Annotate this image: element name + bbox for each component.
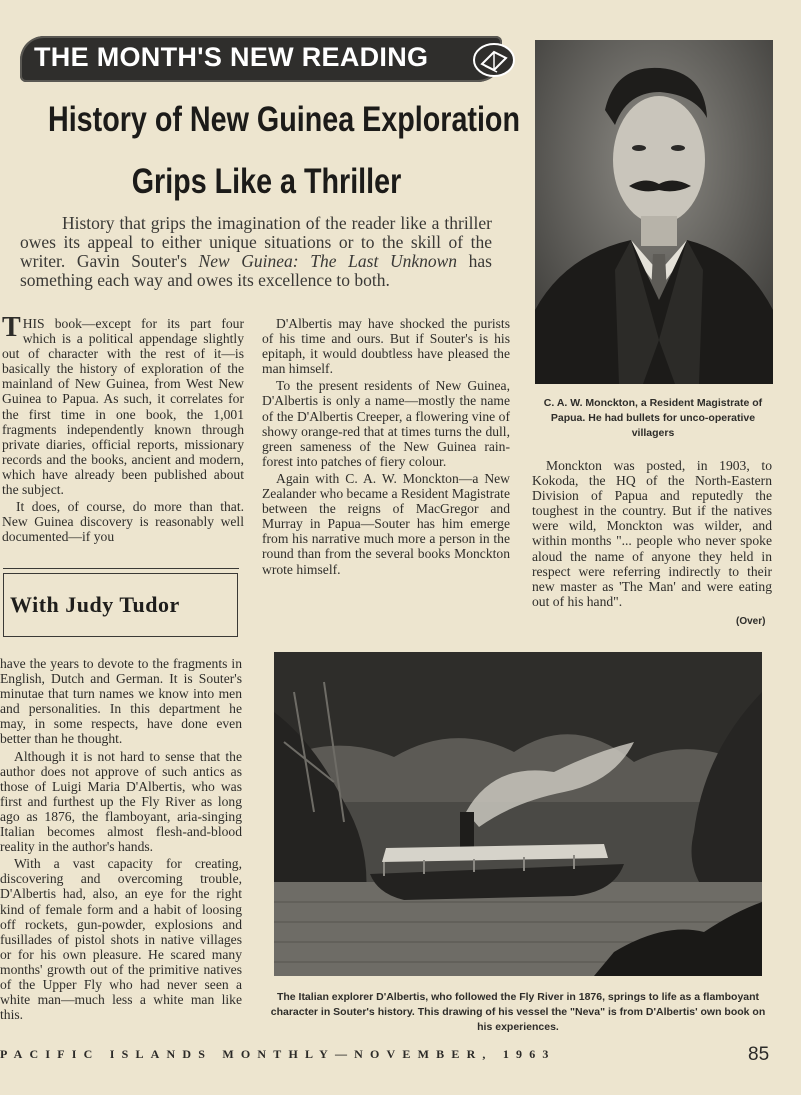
monckton-portrait-photo (535, 40, 773, 384)
continued-over-label: (Over) (736, 616, 766, 627)
article-column-1 (2, 312, 244, 546)
paragraph: It does, of course, do more than that. New Guinea discovery is reasonably well documented—if you (2, 499, 244, 545)
article-column-1-continued (0, 656, 242, 1024)
publication-footer: PACIFIC ISLANDS MONTHLY—NOVEMBER, 1963 (0, 1047, 556, 1061)
headline-line-1: History of New Guinea Exploration (47, 100, 520, 139)
photo-caption: C. A. W. Monckton, a Resident Magistrate of Papua. He had bullets for unco-operative villagers (543, 397, 763, 439)
paragraph: To the present residents of New Guinea, D'Albertis is only a name—mostly the name of the D'Albertis Creeper, a flowering vine of showy orange-red that at times turns the dull, green sameness of the New Guinea rain-forest into patches of fiery colour. (262, 378, 510, 469)
neva-vessel-illustration (274, 652, 762, 976)
article-column-3 (532, 458, 772, 611)
book-title: New Guinea: The Last Unknown (198, 251, 458, 271)
paragraph: Although it is not hard to sense that the author does not approve of such antics as those of Luigi Maria D'Albertis, who was first and furthest up the Fly River as long ago as 1876, the flamboyant, aria-singing Italian becomes almost flesh-and-blood reality in the author's hands. (0, 748, 242, 855)
article-column-2 (262, 316, 510, 579)
paragraph: THIS book—except for its part four which is a political appendage slightly out of character with the rest of it—is basically the history of exploration of the mainland of New Guinea, from West New Guinea to Papua. As such, it correlates for the first time in one book, the 1,001 fragments independently known through private diaries, official reports, missionary records and the books, ancient and modern, which have already been published about the subject. (2, 312, 244, 498)
intro-paragraph: History that grips the imagination of the reader like a thriller owes its appeal to either unique situations or to the skill of the writer. Gavin Souter's New Guinea: The Last Unknown has something each way and owes its excellence to both. (20, 213, 492, 290)
paragraph: With a vast capacity for creating, discovering and overcoming trouble, D'Albertis had, also, an eye for the right kind of female form and a habit of loosing off rockets, gun-powder, explosions and fusillades of pistol shots in native villages or for his own pleasure. He scared many months' growth out of the primitive natives of the Upper Fly who had never seen a white man—much less a white man like this. (0, 856, 242, 1023)
author-byline: With Judy Tudor (10, 592, 180, 617)
headline-line-2: Grips Like a Thriller (131, 162, 402, 201)
paragraph: D'Albertis may have shocked the purists of his time and ours. But if Souter's is his epitaph, it would doubtless have pleased the man himself. (262, 316, 510, 377)
byline-box (3, 573, 238, 637)
book-icon (472, 42, 516, 78)
section-banner (20, 36, 502, 82)
section-title: THE MONTH'S NEW READING (34, 42, 429, 72)
illustration-caption: The Italian explorer D'Albertis, who followed the Fly River in 1876, springs to life as a flamboyant character in Souter's history. This drawing of his vessel the "Neva" is from D'Albertis' own book on his experiences. (270, 991, 766, 1033)
paragraph: Again with C. A. W. Monckton—a New Zealander who became a Resident Magistrate between the reigns of MacGregor and Murray in Papua—Souter has him emerge from his narrative much more a person in the round than from the several books Monckton wrote himself. (262, 470, 510, 577)
paragraph: Monckton was posted, in 1903, to Kokoda, the HQ of the North-Eastern Division of Papua and reputedly the toughest in the country. But if the natives were wild, Monckton was wilder, and within months "... people who never spoke aloud the name of anyone they held in respect were referring indirectly to their new master as 'The Man' and were eating out of his hand". (532, 458, 772, 609)
page-number: 85 (748, 1044, 770, 1065)
drop-cap: T (2, 312, 21, 343)
paragraph: have the years to devote to the fragments in English, Dutch and German. It is Souter's minutae that turn names we know into men and personalities. In this department he may, in some respects, have done even better than he thought. (0, 656, 242, 747)
